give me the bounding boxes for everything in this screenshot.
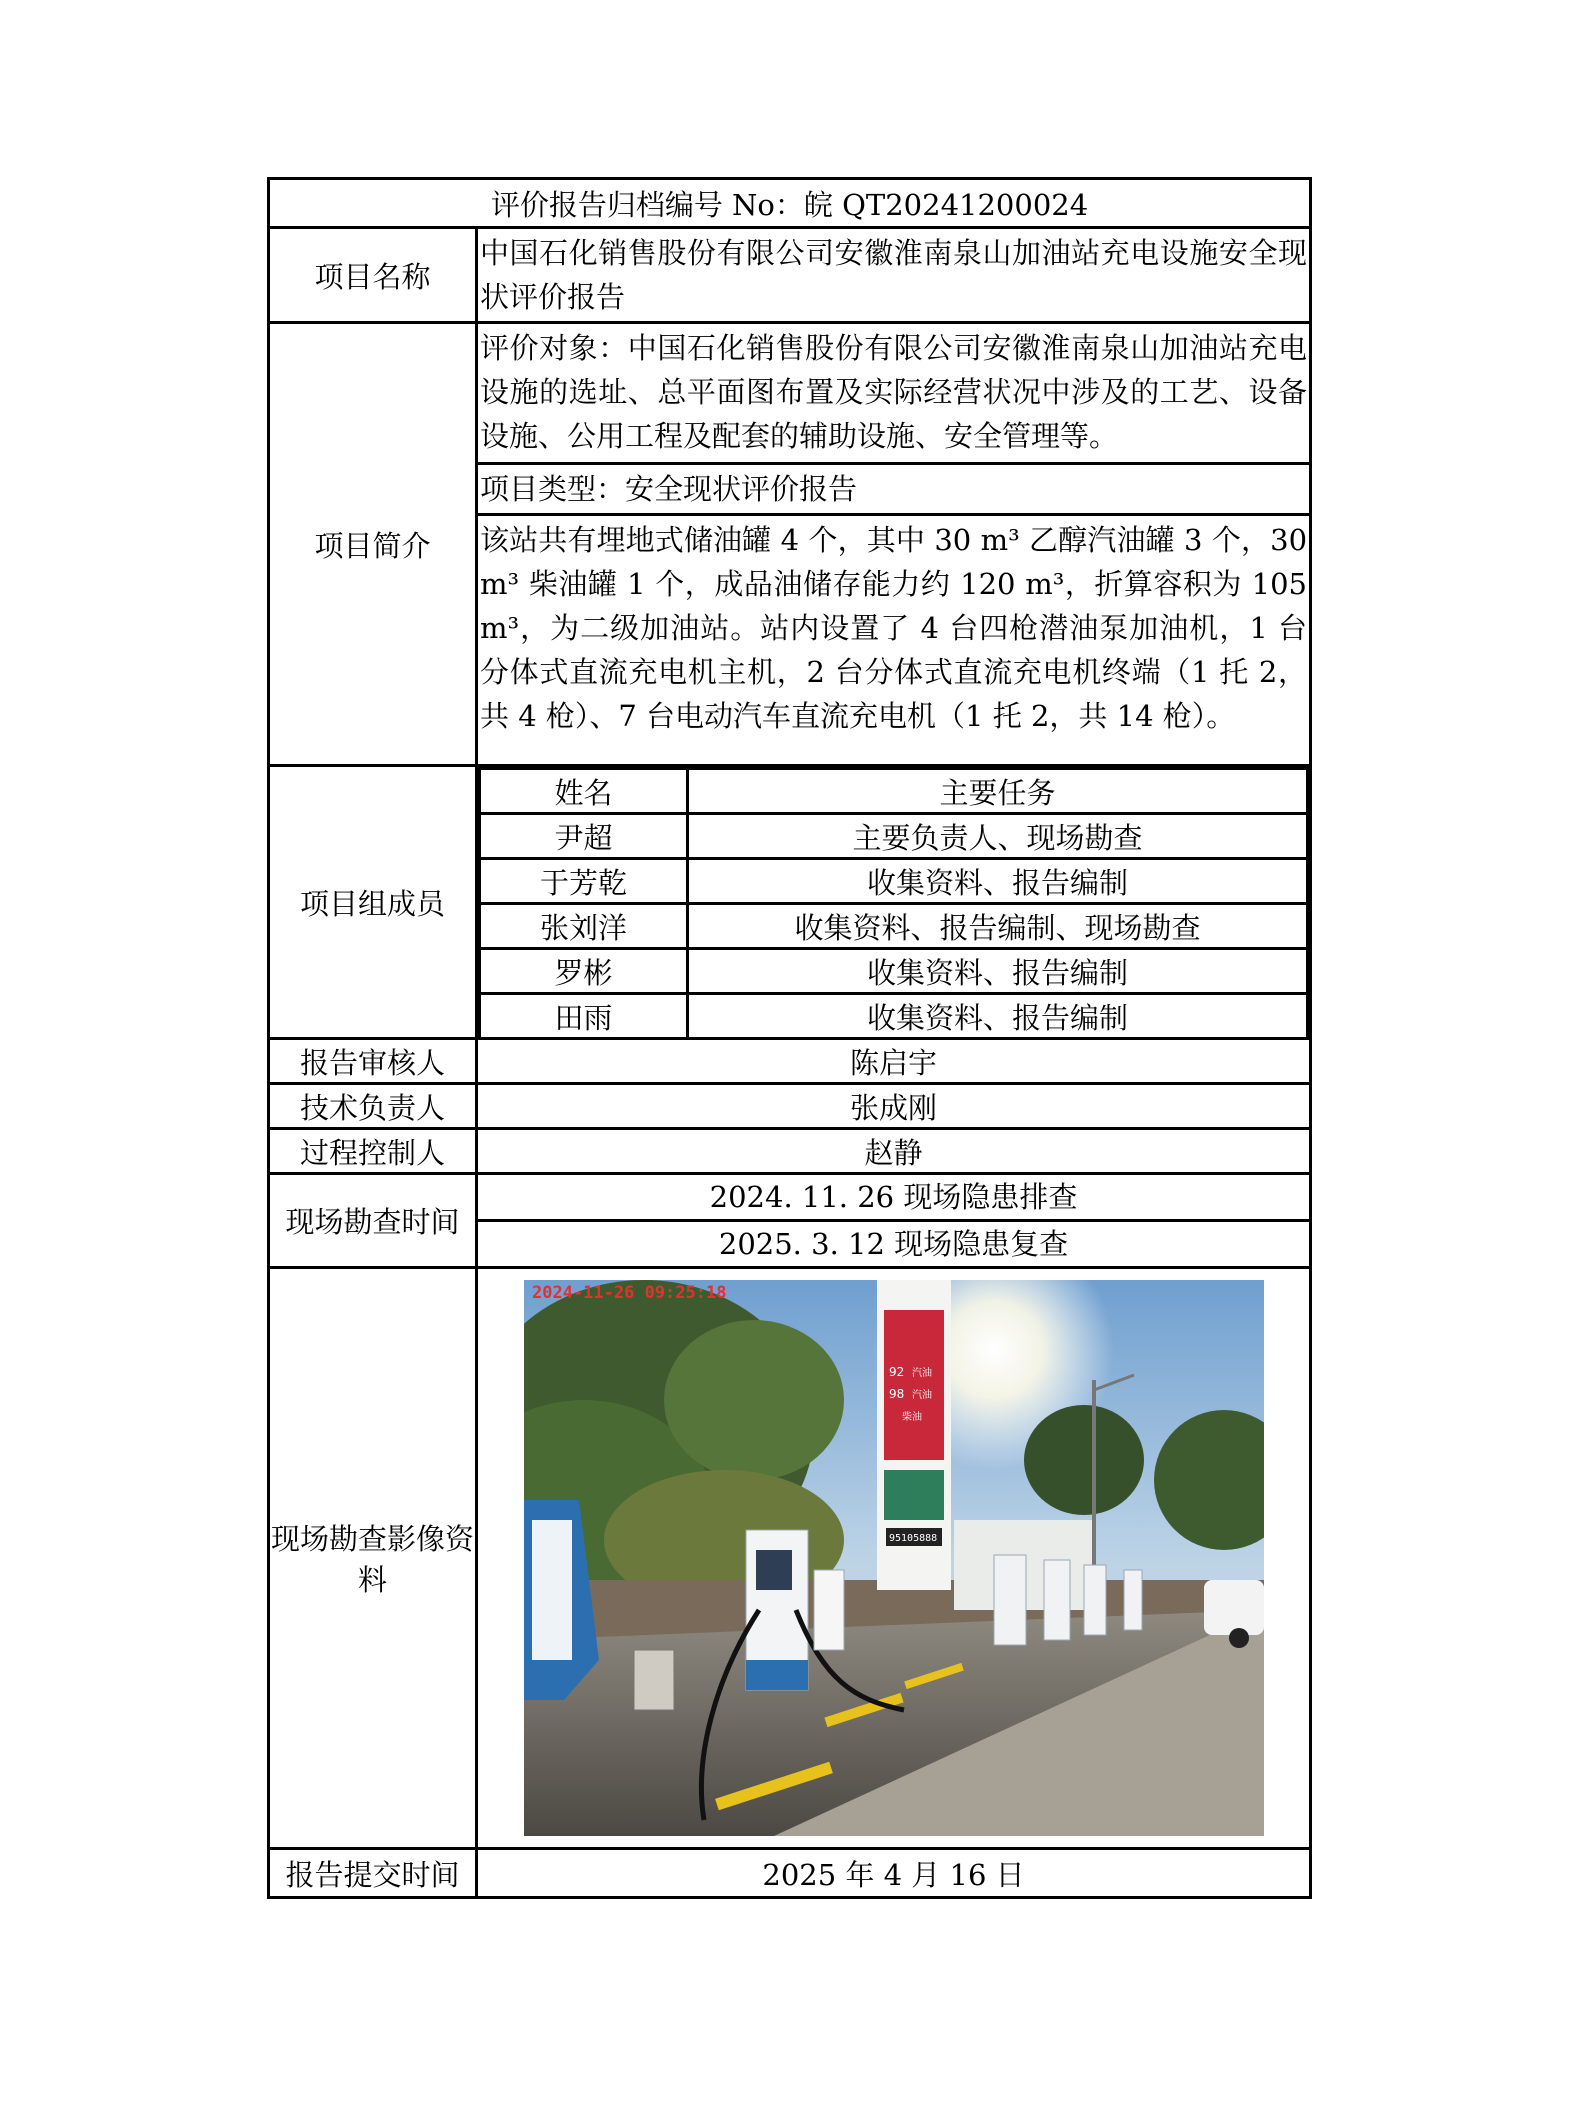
member-task: 收集资料、报告编制 xyxy=(688,859,1308,904)
photo-timestamp: 2024-11-26 09:25:18 xyxy=(531,1283,726,1303)
table-row xyxy=(480,949,1308,994)
member-name: 田雨 xyxy=(480,994,688,1038)
project-intro-label: 项目简介 xyxy=(269,323,477,766)
survey-date-first: 2024. 11. 26 现场隐患排查 xyxy=(478,1175,1309,1222)
table-row xyxy=(480,904,1308,949)
survey-time-cell xyxy=(477,1174,1311,1268)
reviewer-label: 报告审核人 xyxy=(269,1039,477,1084)
survey-photo-cell xyxy=(477,1268,1311,1849)
table-row xyxy=(480,814,1308,859)
members-header-row xyxy=(480,769,1308,814)
survey-date-second: 2025. 3. 12 现场隐患复查 xyxy=(718,1227,1069,1261)
survey-photo-label: 现场勘查影像资料 xyxy=(269,1268,477,1849)
project-type: 项目类型：安全现状评价报告 xyxy=(478,465,1309,516)
member-name: 张刘洋 xyxy=(480,904,688,949)
submit-time-label: 报告提交时间 xyxy=(269,1849,477,1898)
members-table xyxy=(478,767,1309,1037)
members-label: 项目组成员 xyxy=(269,766,477,1039)
process-controller-value: 赵静 xyxy=(477,1129,1311,1174)
sign-number-98: 98 xyxy=(888,1387,904,1401)
project-name-label: 项目名称 xyxy=(269,228,477,323)
charging-station-photo xyxy=(524,1280,1264,1836)
member-task: 收集资料、报告编制、现场勘查 xyxy=(688,904,1308,949)
sign-phone-panel: 95105888 xyxy=(888,1533,937,1544)
process-controller-label: 过程控制人 xyxy=(269,1129,477,1174)
member-name: 罗彬 xyxy=(480,949,688,994)
sign-text-gasoline-1: 汽油 xyxy=(911,1368,932,1379)
reviewer-value: 陈启宇 xyxy=(477,1039,1311,1084)
table-row xyxy=(480,859,1308,904)
report-cover-sheet xyxy=(267,177,1309,1899)
member-task: 主要负责人、现场勘查 xyxy=(688,814,1308,859)
evaluation-object: 评价对象：中国石化销售股份有限公司安徽淮南泉山加油站充电设施的选址、总平面图布置及实际经营状况中涉及的工艺、设备设施、公用工程及配套的辅助设施、安全管理等。 xyxy=(478,324,1309,465)
tech-lead-label: 技术负责人 xyxy=(269,1084,477,1129)
member-task: 收集资料、报告编制 xyxy=(688,949,1308,994)
sign-number-92: 92 xyxy=(888,1365,904,1379)
report-info-table xyxy=(267,177,1312,1899)
project-description: 该站共有埋地式储油罐 4 个，其中 30 m³ 乙醇汽油罐 3 个，30 m³ 柴油罐 1 个，成品油储存能力约 120 m³，折算容积为 105 m³，为二级加油站。站内设置了 4 台四枪潜油泵加油机，1 台分体式直流充电机主机，2 台分体式直流充电机终端（1 托 2，共 4 枪）、7 台电动汽车直流充电机（1 托 2，共 14 枪）。 xyxy=(480,523,1308,733)
member-name: 于芳乾 xyxy=(480,859,688,904)
archive-number: 评价报告归档编号 No：皖 QT20241200024 xyxy=(269,179,1311,228)
table-row xyxy=(480,994,1308,1038)
member-name: 尹超 xyxy=(480,814,688,859)
project-intro-cell xyxy=(477,323,1311,766)
sign-text-diesel: 柴油 xyxy=(901,1412,922,1423)
member-task: 收集资料、报告编制 xyxy=(688,994,1308,1038)
submit-time-value: 2025 年 4 月 16 日 xyxy=(477,1849,1311,1898)
members-header-task: 主要任务 xyxy=(688,769,1308,814)
survey-time-label: 现场勘查时间 xyxy=(269,1174,477,1268)
tech-lead-value: 张成刚 xyxy=(477,1084,1311,1129)
sign-text-gasoline-2: 汽油 xyxy=(911,1390,932,1401)
project-name-value: 中国石化销售股份有限公司安徽淮南泉山加油站充电设施安全现状评价报告 xyxy=(477,228,1311,323)
members-cell xyxy=(477,766,1311,1039)
members-header-name: 姓名 xyxy=(480,769,688,814)
